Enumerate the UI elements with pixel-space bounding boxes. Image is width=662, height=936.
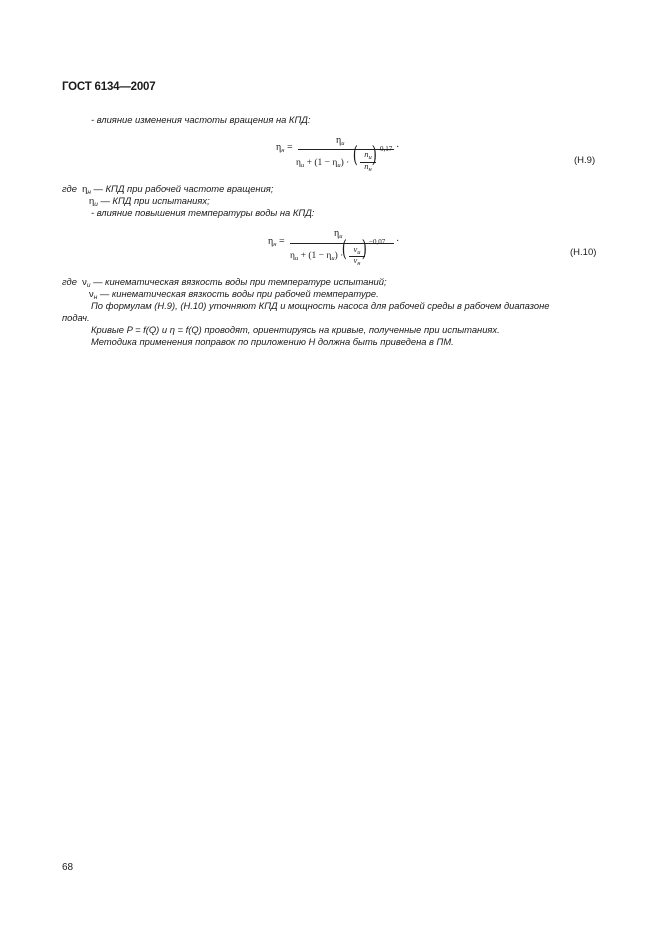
formula-h10-paren-right: ) xyxy=(361,237,367,262)
text-line-9: Методика применения поправок по приложению Н должна быть приведена в ПМ. xyxy=(91,336,454,347)
text-line-1: - влияние изменения частоты вращения на КПД: xyxy=(91,114,311,125)
formula-h9-inner-numerator: $n_и$ xyxy=(364,149,372,161)
text-line-6: $\nu_н$ — кинематическая вязкость воды при рабочей температуре. xyxy=(89,288,379,301)
page-number: 68 xyxy=(62,862,74,873)
formula-h9-denominator: $\eta_и + (1 - \eta_и)$ · xyxy=(296,158,350,169)
formula-h9-inner-denominator: $n_н$ xyxy=(364,161,372,173)
text-line-5: где $\nu_и$ — кинематическая вязкость воды при температуре испытаний; xyxy=(62,276,387,289)
formula-h10-exponent: −0,07 xyxy=(369,238,386,246)
text-line-4: - влияние повышения температуры воды на КПД: xyxy=(91,207,315,218)
formula-h9-lhs: $\eta_н$ = xyxy=(276,142,293,154)
formula-h10-lhs: $\eta_н$ = xyxy=(268,236,285,248)
formula-h9-number: (Н.9) xyxy=(574,155,596,166)
formula-h9-numerator: $\eta_и$ xyxy=(336,135,345,147)
text-line-7b: подач. xyxy=(62,312,90,323)
formula-h9-paren-right: ) xyxy=(371,143,377,168)
formula-h9-exponent: 0,17 xyxy=(380,145,393,153)
formula-h10-paren-left: ( xyxy=(341,237,347,262)
formula-h10-number: (Н.10) xyxy=(570,247,597,258)
formula-h10-inner-numerator: $\nu_и$ xyxy=(353,244,361,256)
text-line-7a: По формулам (Н.9), (Н.10) уточняют КПД и мощность насоса для рабочей среды в рабочем диапазоне xyxy=(91,300,550,311)
formula-h10-tail: · xyxy=(396,236,400,247)
formula-h9-tail: · xyxy=(396,142,400,153)
text-line-2: где $\eta_н$ — КПД при рабочей частоте вращения; xyxy=(62,183,274,196)
text-line-8: Кривые P = f(Q) и η = f(Q) проводят, ориентируясь на кривые, полученные при испытаниях. xyxy=(91,324,500,335)
formula-h10-numerator: $\eta_и$ xyxy=(334,228,343,240)
formula-h10-denominator: $\eta_и + (1 - \eta_и)$ · xyxy=(290,251,344,262)
document-header: ГОСТ 6134—2007 xyxy=(62,81,156,93)
text-line-3: $\eta_и$ — КПД при испытаниях; xyxy=(89,195,210,208)
formula-h10-inner-denominator: $\nu_н$ xyxy=(353,255,361,267)
formula-h9-paren-left: ( xyxy=(352,143,358,168)
